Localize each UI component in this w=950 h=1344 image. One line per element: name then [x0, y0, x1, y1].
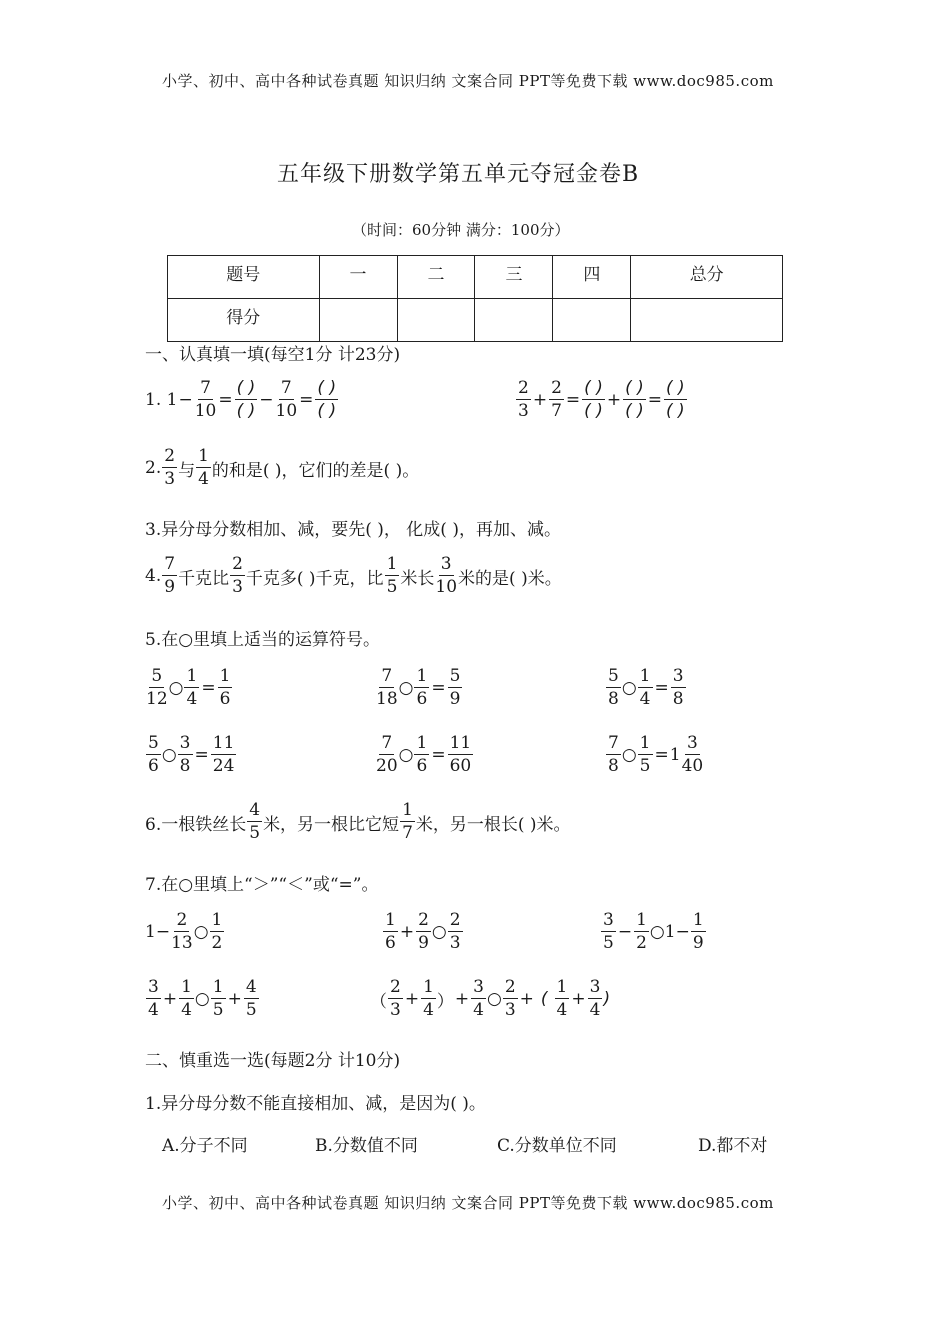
page-footer: 小学、初中、高中各种试卷真题 知识归纳 文案合同 PPT等免费下载 www.doc985.com: [162, 1194, 774, 1212]
fraction: $\frac{5}{9}$: [449, 666, 461, 709]
fraction: $\frac{1}{9}$: [692, 910, 704, 953]
fraction: $\frac{1}{6}$: [416, 666, 428, 709]
fraction: $\frac{1}{4}$: [423, 977, 434, 1020]
equals-sign: =: [299, 390, 314, 410]
fraction: $\frac{1}{4}$: [181, 977, 192, 1020]
question-label: 1. 1: [145, 390, 178, 410]
paren: （: [370, 991, 387, 1012]
fraction: $\frac{3}{5}$: [603, 910, 614, 953]
equals-sign: =: [654, 678, 669, 698]
answer-circle[interactable]: ○: [486, 989, 502, 1009]
answer-blank-fraction[interactable]: $\frac{( )}{( )}$: [236, 378, 256, 421]
answer-circle[interactable]: ○: [649, 922, 665, 942]
fraction: $\frac{1}{4}$: [639, 666, 651, 709]
answer-circle[interactable]: ○: [194, 989, 210, 1009]
equation: [145, 735, 237, 775]
score-table-score-row: [168, 299, 783, 342]
comparison: [145, 979, 260, 1019]
table-cell: 三: [475, 256, 553, 299]
fraction: $\frac{3}{40}$: [681, 733, 704, 776]
fraction: $\frac{11}{60}$: [449, 733, 472, 776]
exam-info: （时间：60分钟 满分：100分）: [352, 221, 570, 239]
score-input-cell[interactable]: [475, 299, 553, 342]
text: 千克比: [178, 568, 230, 589]
equation: [605, 668, 687, 708]
fraction: $\frac{1}{4}$: [198, 446, 209, 489]
fraction: $\frac{1}{5}$: [386, 554, 398, 597]
minus-sign: −: [259, 390, 274, 410]
fraction: $\frac{1}{2}$: [211, 910, 223, 953]
section2-heading: 二、慎重选一选(每题2分 计10分): [145, 1051, 401, 1071]
table-cell: 总分: [631, 256, 783, 299]
text: 1−: [145, 922, 171, 942]
answer-circle[interactable]: ○: [621, 678, 637, 698]
equals-sign: =: [201, 678, 216, 698]
question-text: 的和是( )，它们的差是( )。: [211, 460, 420, 481]
fraction: $\frac{3}{4}$: [148, 977, 159, 1020]
fraction: $\frac{5}{6}$: [148, 733, 159, 776]
text: 米，另一根长( )米。: [415, 814, 571, 835]
question-label: 4.: [145, 566, 162, 586]
equals-sign: =: [431, 678, 446, 698]
question-label: 2.: [145, 458, 162, 478]
minus-sign: −: [178, 390, 193, 410]
fraction: $\frac{7}{10}$: [275, 378, 298, 421]
answer-blank-fraction[interactable]: $\frac{( )}{( )}$: [625, 378, 644, 421]
answer-circle[interactable]: ○: [431, 922, 447, 942]
equals-sign: =: [654, 745, 669, 765]
answer-circle[interactable]: ○: [398, 678, 414, 698]
plus-sign: +: [532, 390, 548, 410]
fraction: $\frac{1}{2}$: [636, 910, 647, 953]
option-a[interactable]: A.分子不同: [162, 1136, 248, 1156]
equals-sign: =: [565, 390, 581, 410]
fraction: $\frac{1}{7}$: [402, 800, 413, 843]
page-header: 小学、初中、高中各种试卷真题 知识归纳 文案合同 PPT等免费下载 www.doc985.com: [162, 72, 774, 90]
equals-sign: =: [431, 745, 446, 765]
answer-circle[interactable]: ○: [193, 922, 209, 942]
fraction: $\frac{7}{9}$: [164, 554, 176, 597]
score-input-cell[interactable]: [397, 299, 475, 342]
question-6: [145, 802, 571, 842]
text: 1−: [664, 922, 690, 942]
plus-sign: +: [454, 989, 470, 1009]
page-title: 五年级下册数学第五单元夺冠金卷B: [277, 162, 640, 187]
fraction: $\frac{4}{5}$: [249, 800, 261, 843]
option-c[interactable]: C.分数单位不同: [497, 1136, 617, 1156]
question-7: 7.在○里填上“＞”“＜”或“=”。: [145, 875, 379, 895]
equals-sign: =: [194, 745, 209, 765]
equation: [375, 668, 463, 708]
question-label: 6.一根铁丝长: [145, 814, 247, 835]
fraction: $\frac{7}{8}$: [608, 733, 619, 776]
fraction: $\frac{5}{8}$: [608, 666, 619, 709]
fraction: $\frac{11}{24}$: [212, 733, 235, 776]
text: 米长: [400, 568, 435, 589]
paren: ）: [436, 991, 454, 1012]
question-4: [145, 556, 562, 596]
score-table-header-row: [168, 256, 783, 299]
fraction: $\frac{2}{3}$: [164, 446, 176, 489]
table-cell: 题号: [168, 256, 320, 299]
fraction: $\frac{7}{10}$: [194, 378, 217, 421]
fraction: $\frac{2}{3}$: [449, 910, 461, 953]
answer-circle[interactable]: ○: [621, 745, 637, 765]
fraction: $\frac{3}{4}$: [589, 977, 601, 1020]
plus-sign: +: [519, 989, 534, 1009]
equation: [145, 668, 233, 708]
plus-sign: +: [162, 989, 178, 1009]
answer-blank-fraction[interactable]: $\frac{( )}{( )}$: [584, 378, 603, 421]
score-input-cell[interactable]: [631, 299, 783, 342]
option-d[interactable]: D.都不对: [698, 1136, 768, 1156]
question-3: 3.异分母分数相加、减，要先( )， 化成( )，再加、减。: [145, 520, 561, 540]
fraction: $\frac{5}{12}$: [146, 666, 168, 709]
score-table: [167, 255, 783, 342]
answer-circle[interactable]: ○: [398, 745, 414, 765]
table-cell: 一: [319, 256, 397, 299]
plus-sign: +: [571, 989, 586, 1009]
section2-question-1: 1.异分母分数不能直接相加、减，是因为( )。: [145, 1094, 486, 1114]
equals-sign: =: [647, 390, 662, 410]
table-cell: 二: [397, 256, 475, 299]
paren: (: [540, 989, 548, 1009]
whole-number: 1: [669, 745, 681, 765]
fraction: $\frac{1}{6}$: [219, 666, 231, 709]
comparison: [600, 912, 707, 952]
fraction: $\frac{1}{4}$: [556, 977, 568, 1020]
fraction: $\frac{3}{8}$: [179, 733, 191, 776]
equation: [605, 735, 704, 775]
table-cell: 得分: [168, 299, 320, 342]
comparison: [370, 979, 610, 1019]
fraction: $\frac{1}{6}$: [385, 910, 396, 953]
question-1-right: [515, 380, 688, 420]
comparison: [145, 912, 225, 952]
table-cell: 四: [553, 256, 631, 299]
equation: [375, 735, 474, 775]
score-input-cell[interactable]: [319, 299, 397, 342]
fraction: $\frac{1}{5}$: [639, 733, 651, 776]
answer-blank-fraction[interactable]: $\frac{( )}{( )}$: [317, 378, 337, 421]
plus-sign: +: [227, 989, 242, 1009]
section1-heading: 一、认真填一填(每空1分 计23分): [145, 345, 401, 365]
fraction: $\frac{2}{13}$: [171, 910, 193, 953]
question-5: 5.在○里填上适当的运算符号。: [145, 630, 381, 650]
fraction: $\frac{3}{4}$: [473, 977, 484, 1020]
equals-sign: =: [218, 390, 233, 410]
comparison: [382, 912, 464, 952]
answer-circle[interactable]: ○: [168, 678, 184, 698]
text: 米，另一根比它短: [263, 814, 400, 835]
minus-sign: −: [617, 922, 633, 942]
fraction: $\frac{2}{3}$: [232, 554, 243, 597]
fraction: $\frac{2}{9}$: [418, 910, 429, 953]
fraction: $\frac{2}{3}$: [518, 378, 529, 421]
fraction: $\frac{2}{3}$: [504, 977, 516, 1020]
fraction: $\frac{1}{5}$: [212, 977, 224, 1020]
question-2: [145, 448, 419, 488]
text: 与: [178, 460, 196, 481]
score-input-cell[interactable]: [553, 299, 631, 342]
fraction: $\frac{1}{4}$: [186, 666, 198, 709]
fraction: $\frac{1}{6}$: [416, 733, 428, 776]
fraction: $\frac{2}{7}$: [551, 378, 562, 421]
fraction: $\frac{2}{3}$: [390, 977, 401, 1020]
fraction: $\frac{7}{20}$: [376, 733, 398, 776]
plus-sign: +: [404, 989, 420, 1009]
plus-sign: +: [399, 922, 415, 942]
question-1-left: [145, 380, 339, 420]
fraction: $\frac{4}{5}$: [245, 977, 257, 1020]
fraction: $\frac{3}{10}$: [435, 554, 458, 597]
paren: ): [603, 989, 611, 1009]
option-b[interactable]: B.分数值不同: [315, 1136, 418, 1156]
fraction: $\frac{7}{18}$: [376, 666, 398, 709]
plus-sign: +: [606, 390, 622, 410]
text: 千克多( )千克，比: [245, 568, 384, 589]
answer-blank-fraction[interactable]: $\frac{( )}{( )}$: [666, 378, 685, 421]
text: 米的是( )米。: [458, 568, 562, 589]
answer-circle[interactable]: ○: [161, 745, 177, 765]
fraction: $\frac{3}{8}$: [672, 666, 684, 709]
